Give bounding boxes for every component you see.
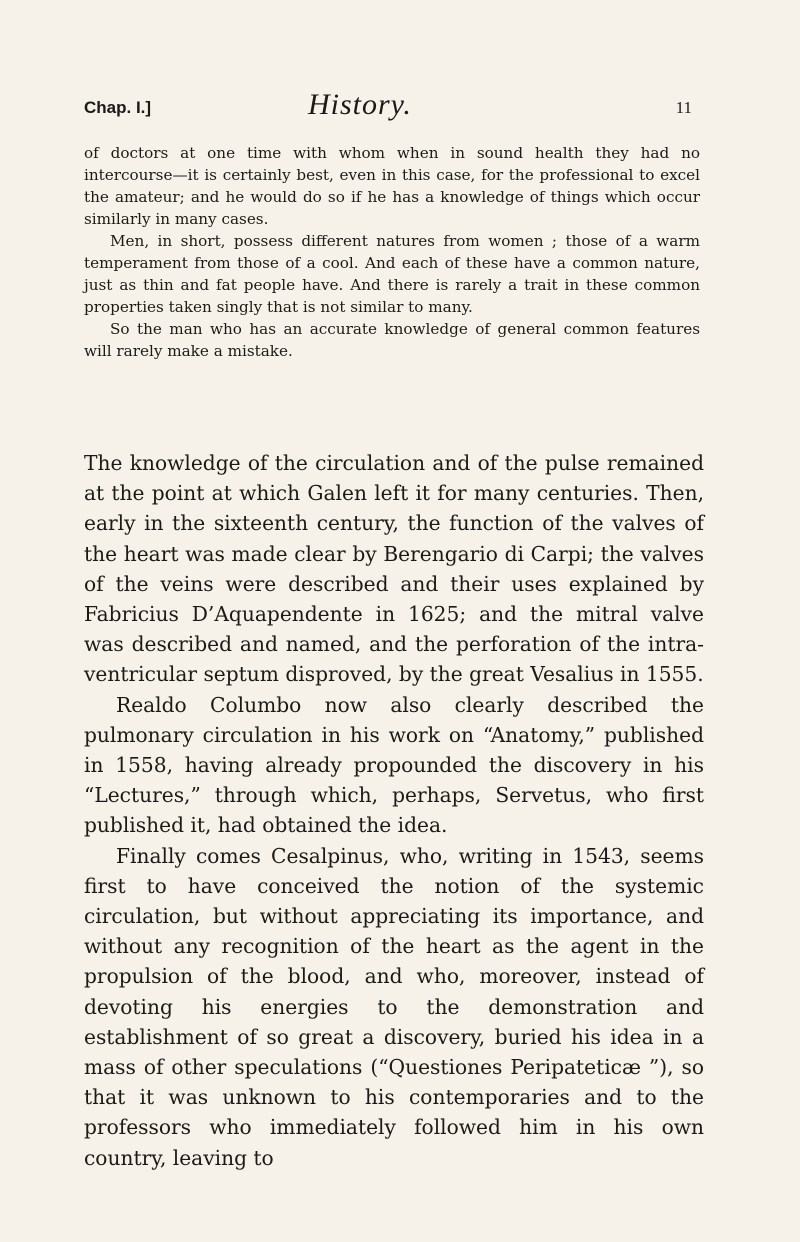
running-header (84, 88, 692, 124)
quote-paragraph: of doctors at one time with whom when in sound health they had no intercourse—it is certainly best, even in this case, for the professional to excel the amateur; and he would do so if he has a knowledge of things which occur similarly in many cases. (84, 144, 700, 228)
body-text (84, 448, 704, 1173)
quote-paragraph: Men, in short, possess different natures from women ; those of a warm temperament from those of a cool. And each of these have a common nature, just as thin and fat people have. And there is rarely a trait in these common properties taken singly that is not similar to many. (84, 232, 700, 316)
running-title: History. (308, 88, 412, 121)
quoted-passage (84, 142, 700, 362)
body-paragraph: The knowledge of the circulation and of the pulse remained at the point at which Galen left it for many centuries. Then, early in the sixteenth century, the function of the valves of the heart was made clear by Berengario di Carpi; the valves of the veins were described and their uses explained by Fabricius D’Aquapendente in 1625; and the mitral valve was described and named, and the perforation of the intra-ventricular septum disproved, by the great Vesalius in 1555. (84, 451, 704, 687)
quote-paragraph: So the man who has an accurate knowledge of general common features will rarely make a mistake. (84, 320, 700, 360)
body-paragraph: Finally comes Cesalpinus, who, writing in 1543, seems first to have conceived the notion of the systemic circulation, but without appreciating its importance, and without any recognition of the heart as the agent in the propulsion of the blood, and who, moreover, instead of devoting his energies to the demonstration and establishment of so great a discovery, buried his idea in a mass of other speculations (“Questiones Peripateticæ ”), so that it was unknown to his contemporaries and to the professors who immediately followed him in his own country, leaving to (84, 843, 704, 1170)
page-number: 11 (675, 98, 692, 117)
chapter-label: Chap. I.] (84, 98, 152, 117)
body-paragraph: Realdo Columbo now also clearly described the pulmonary circulation in his work on “Anatomy,” published in 1558, having already propounded the discovery in his “Lectures,” through which, perhaps, Servetus, who first published it, had obtained the idea. (84, 692, 704, 838)
